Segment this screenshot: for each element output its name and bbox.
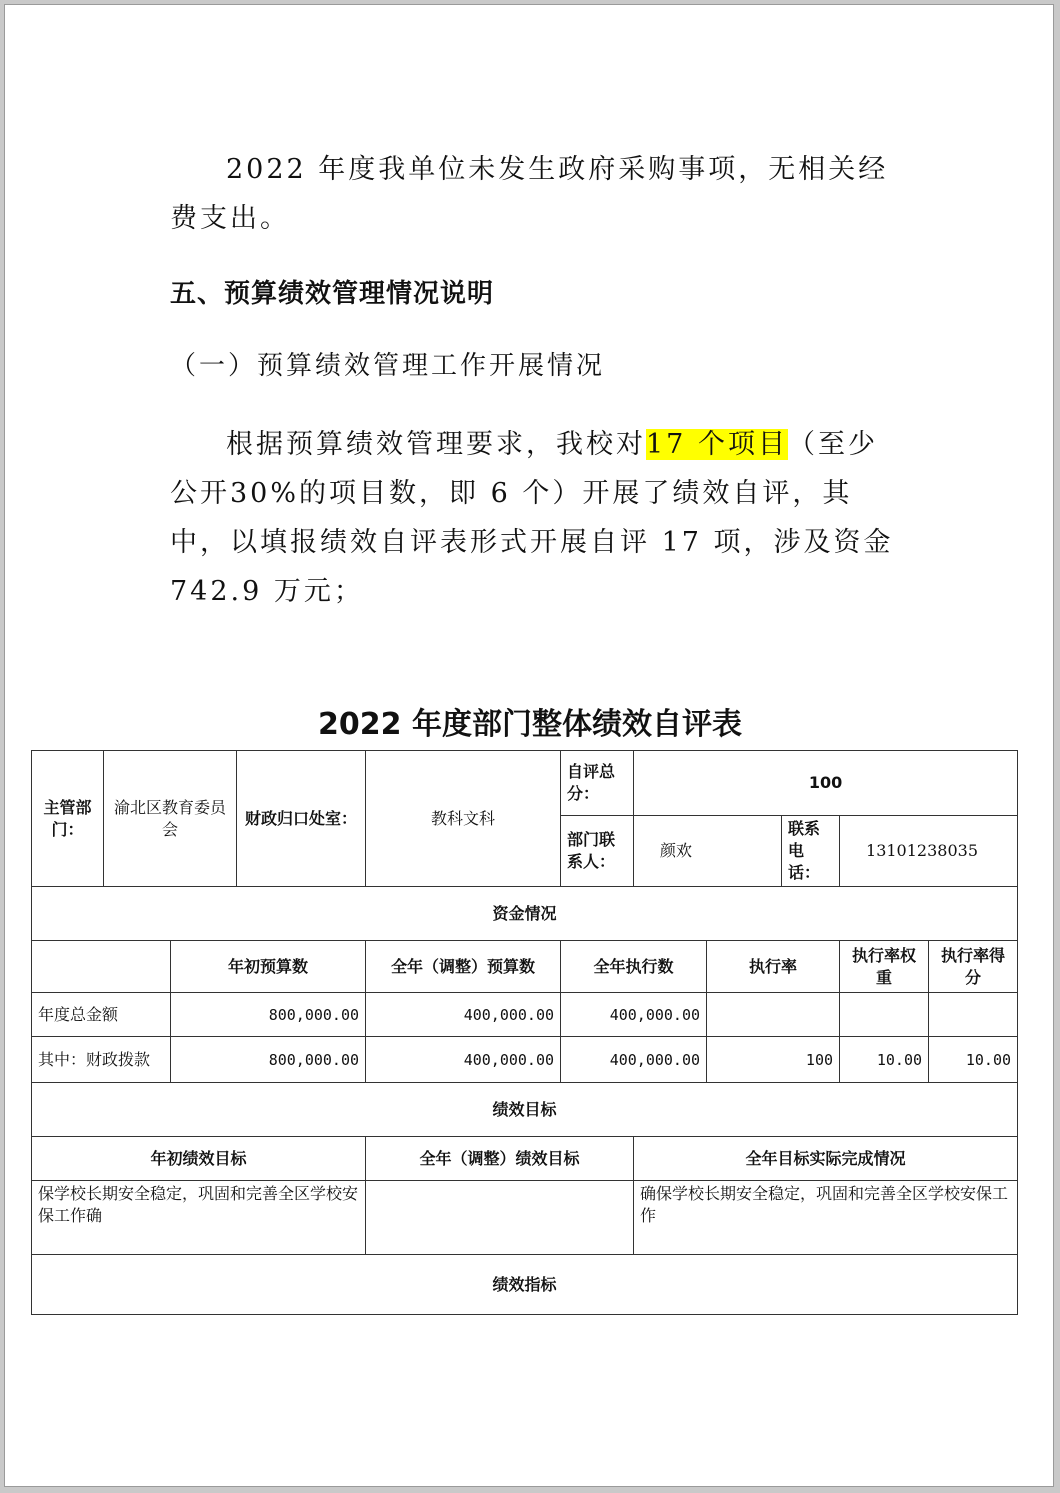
sub-heading: （一）预算绩效管理工作开展情况 xyxy=(170,351,606,381)
cell-rate xyxy=(707,993,840,1037)
col-adjusted-goal: 全年（调整）绩效目标 xyxy=(366,1137,634,1181)
finance-label: 财政归口处室： xyxy=(237,751,366,887)
cell-initial: 800,000.00 xyxy=(171,993,366,1037)
cell-initial: 800,000.00 xyxy=(171,1037,366,1083)
cell-adjusted: 400,000.00 xyxy=(366,1037,561,1083)
table-row xyxy=(32,993,1018,1037)
cell-executed: 400,000.00 xyxy=(561,993,707,1037)
paragraph-text-start: 根据预算绩效管理要求，我校对 xyxy=(226,429,646,460)
cell-actual-completion: 确保学校长期安全稳定，巩固和完善全区学校安保工作 xyxy=(634,1181,1018,1255)
col-exec-rate: 执行率 xyxy=(707,941,840,993)
col-actual-completion: 全年目标实际完成情况 xyxy=(634,1137,1018,1181)
cell-initial-goal: 保学校长期安全稳定，巩固和完善全区学校安保工作确 xyxy=(32,1181,366,1255)
cell-rate: 100 xyxy=(707,1037,840,1083)
form-title: 2022 年度部门整体绩效自评表 xyxy=(318,707,742,742)
col-initial-budget: 年初预算数 xyxy=(171,941,366,993)
table-row xyxy=(32,1181,1018,1255)
dept-value: 渝北区教育委员会 xyxy=(104,751,237,887)
document-page xyxy=(4,4,1054,1487)
cell-adjusted: 400,000.00 xyxy=(366,993,561,1037)
col-executed: 全年执行数 xyxy=(561,941,707,993)
cell-executed: 400,000.00 xyxy=(561,1037,707,1083)
highlighted-text: 17 个项目 xyxy=(646,429,788,460)
goals-header: 绩效目标 xyxy=(32,1083,1018,1137)
col-initial-goal: 年初绩效目标 xyxy=(32,1137,366,1181)
finance-value: 教科文科 xyxy=(366,751,561,887)
cell-weight: 10.00 xyxy=(840,1037,929,1083)
phone-value: 13101238035 xyxy=(840,816,1018,887)
cell-adjusted-goal xyxy=(366,1181,634,1255)
cell-score: 10.00 xyxy=(929,1037,1018,1083)
paragraph-text-end: （至少公开30%的项目数，即 6 个）开展了绩效自评，其中，以填报绩效自评表形式开展自评 17 项，涉及资金 742.9 万元； xyxy=(170,429,894,607)
col-rate-weight: 执行率权重 xyxy=(840,941,929,993)
row-label: 年度总金额 xyxy=(32,993,171,1037)
contact-value: 颜欢 xyxy=(634,816,782,887)
paragraph-procurement: 2022 年度我单位未发生政府采购事项，无相关经费支出。 xyxy=(170,154,889,234)
col-rate-score: 执行率得分 xyxy=(929,941,1018,993)
phone-label: 联系电话： xyxy=(782,816,840,887)
row-label: 其中：财政拨款 xyxy=(32,1037,171,1083)
funds-header: 资金情况 xyxy=(32,887,1018,941)
score-label: 自评总分： xyxy=(561,751,634,816)
col-adjusted-budget: 全年（调整）预算数 xyxy=(366,941,561,993)
table-row xyxy=(32,1037,1018,1083)
cell-weight xyxy=(840,993,929,1037)
section-heading: 五、预算绩效管理情况说明 xyxy=(170,279,495,309)
contact-label: 部门联系人： xyxy=(561,816,634,887)
paragraph-performance xyxy=(170,420,900,616)
dept-label: 主管部门： xyxy=(32,751,104,887)
score-value: 100 xyxy=(634,751,1018,816)
evaluation-table xyxy=(31,750,1018,1315)
funds-corner-cell xyxy=(32,941,171,993)
indicators-header: 绩效指标 xyxy=(32,1255,1018,1315)
cell-score xyxy=(929,993,1018,1037)
